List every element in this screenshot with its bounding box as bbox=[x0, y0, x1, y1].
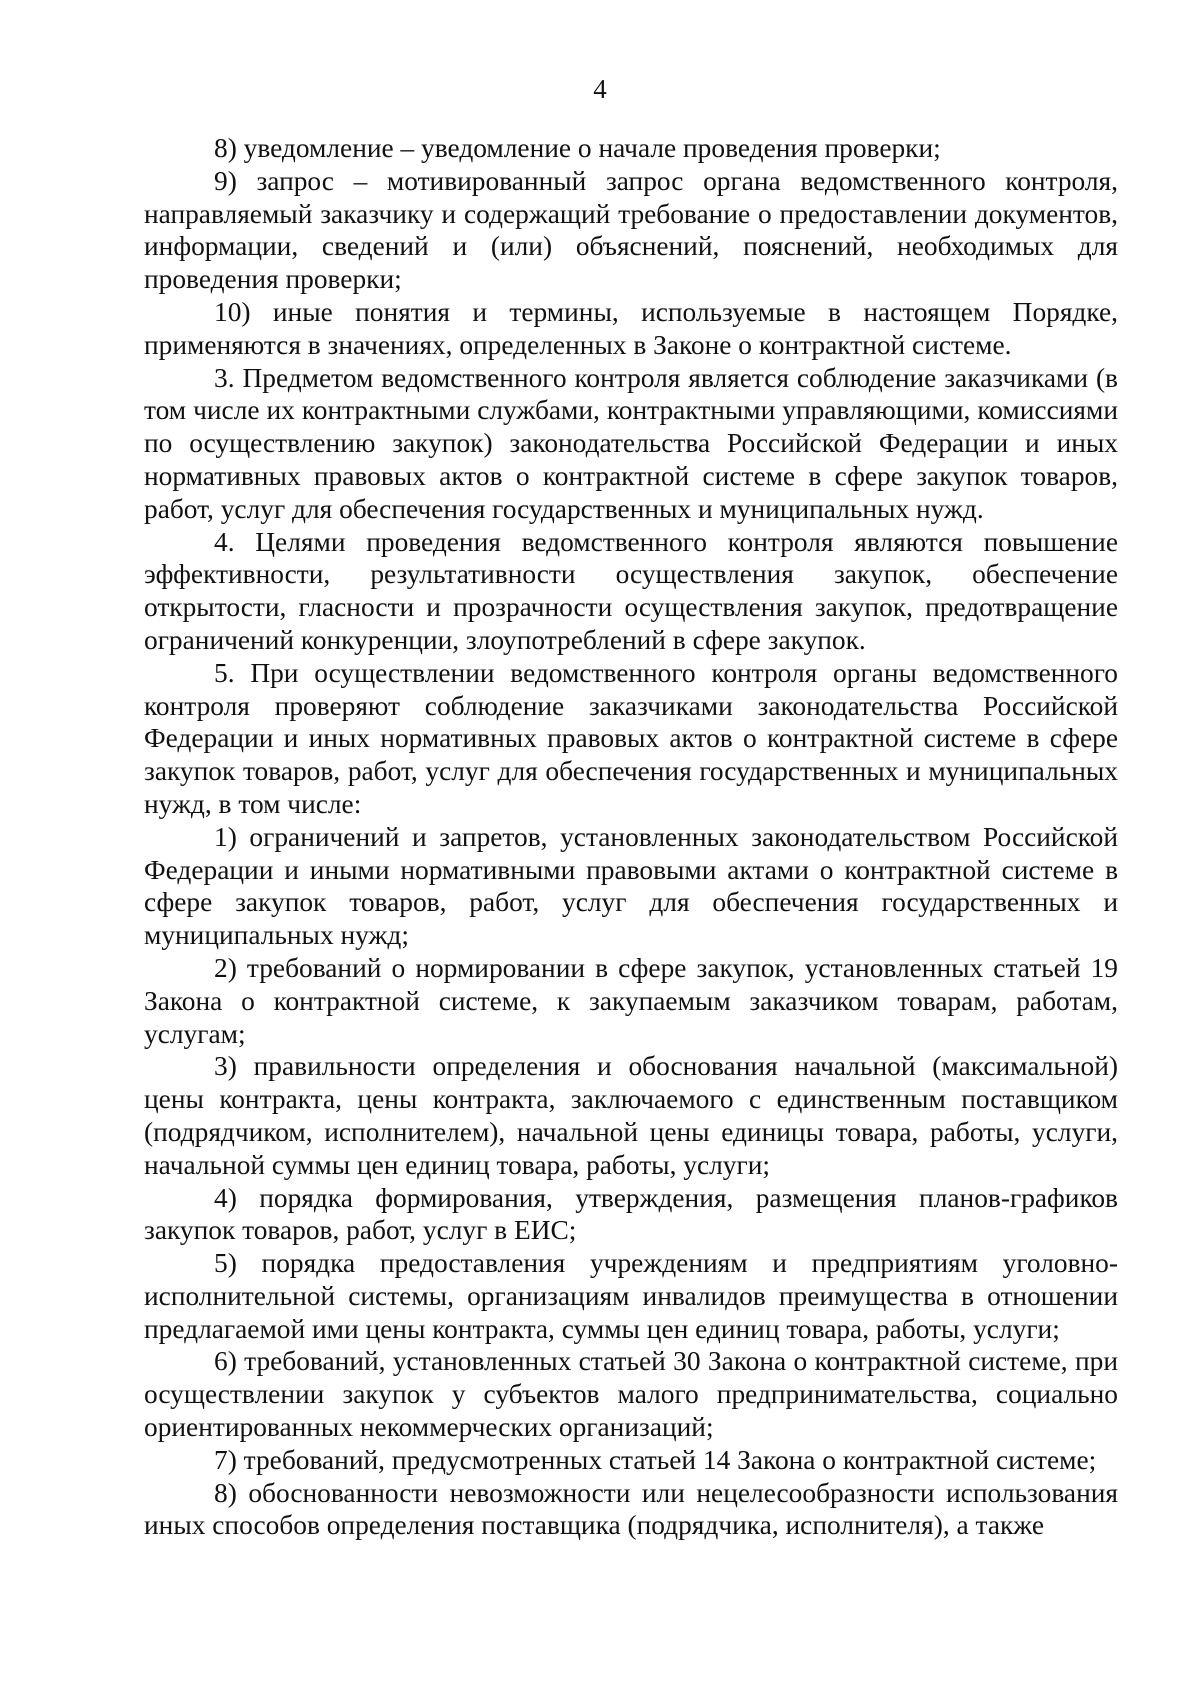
clause-5-control-scope: 5. При осуществлении ведомственного контроля органы ведомственного контроля проверяют соблюдение заказчиками законодательства Российской Федерации и иных нормативных правовых актов о контрактной системе в сфере закупок товаров, работ, услуг для обеспечения государственных и муниципальных нужд, в том числе: bbox=[144, 657, 1118, 819]
list-item-4: 4) порядка формирования, утверждения, размещения планов-графиков закупок товаров, работ, услуг в ЕИС; bbox=[144, 1182, 1118, 1246]
list-item-6: 6) требований, установленных статьей 30 Закона о контрактной системе, при осуществлении закупок у субъектов малого предпринимательства, социально ориентированных некоммерческих организаций; bbox=[144, 1346, 1118, 1443]
document-body bbox=[144, 132, 1118, 1542]
paragraph-9-request: 9) запрос – мотивированный запрос органа ведомственного контроля, направляемый заказчику и содержащий требование о предоставлении документов, информации, сведений и (или) объяснений, пояснений, необходимых для проведения проверки; bbox=[144, 165, 1118, 295]
paragraph-8-notification: 8) уведомление – уведомление о начале проведения проверки; bbox=[214, 133, 941, 163]
list-item-1: 1) ограничений и запретов, установленных законодательством Российской Федерации и иными нормативными правовыми актами о контрактной системе в сфере закупок товаров, работ, услуг для обеспечения государственных и муниципальных нужд; bbox=[144, 821, 1118, 951]
list-item-7: 7) требований, предусмотренных статьей 14 Закона о контрактной системе; bbox=[214, 1444, 1097, 1475]
clause-4-control-goals: 4. Целями проведения ведомственного контроля являются повышение эффективности, результативности осуществления закупок, обеспечение открытости, гласности и прозрачности осуществления закупок, предотвращение ограничений конкуренции, злоупотреблений в сфере закупок. bbox=[144, 526, 1118, 655]
clause-3-subject-of-control: 3. Предметом ведомственного контроля является соблюдение заказчиками (в том числе их контрактными службами, контрактными управляющими, комиссиями по осуществлению закупок) законодательства Российской Федерации и иных нормативных правовых актов о контрактной системе в сфере закупок товаров, работ, услуг для обеспечения государственных и муниципальных нужд. bbox=[144, 362, 1118, 524]
page-number: 4 bbox=[593, 74, 607, 104]
list-item-5: 5) порядка предоставления учреждениям и предприятиям уголовно-исполнительной системы, организациям инвалидов преимущества в отношении предлагаемой ими цены контракта, суммы цен единиц товара, работы, услуги; bbox=[144, 1248, 1118, 1344]
list-item-8: 8) обоснованности невозможности или нецелесообразности использования иных способов определения поставщика (подрядчика, исполнителя), а также bbox=[144, 1477, 1118, 1541]
list-item-3: 3) правильности определения и обоснования начальной (максимальной) цены контракта, цены контракта, заключаемого с единственным поставщиком (подрядчиком, исполнителем), начальной цены единицы товара, работы, услуги, начальной суммы цен единиц товара, работы, услуги; bbox=[144, 1051, 1118, 1180]
paragraph-10-other-terms: 10) иные понятия и термины, используемые в настоящем Порядке, применяются в значениях, определенных в Законе о контрактной системе. bbox=[144, 296, 1118, 360]
list-item-2: 2) требований о нормировании в сфере закупок, установленных статьей 19 Закона о контрактной системе, к закупаемым заказчиком товарам, работам, услугам; bbox=[144, 952, 1118, 1049]
